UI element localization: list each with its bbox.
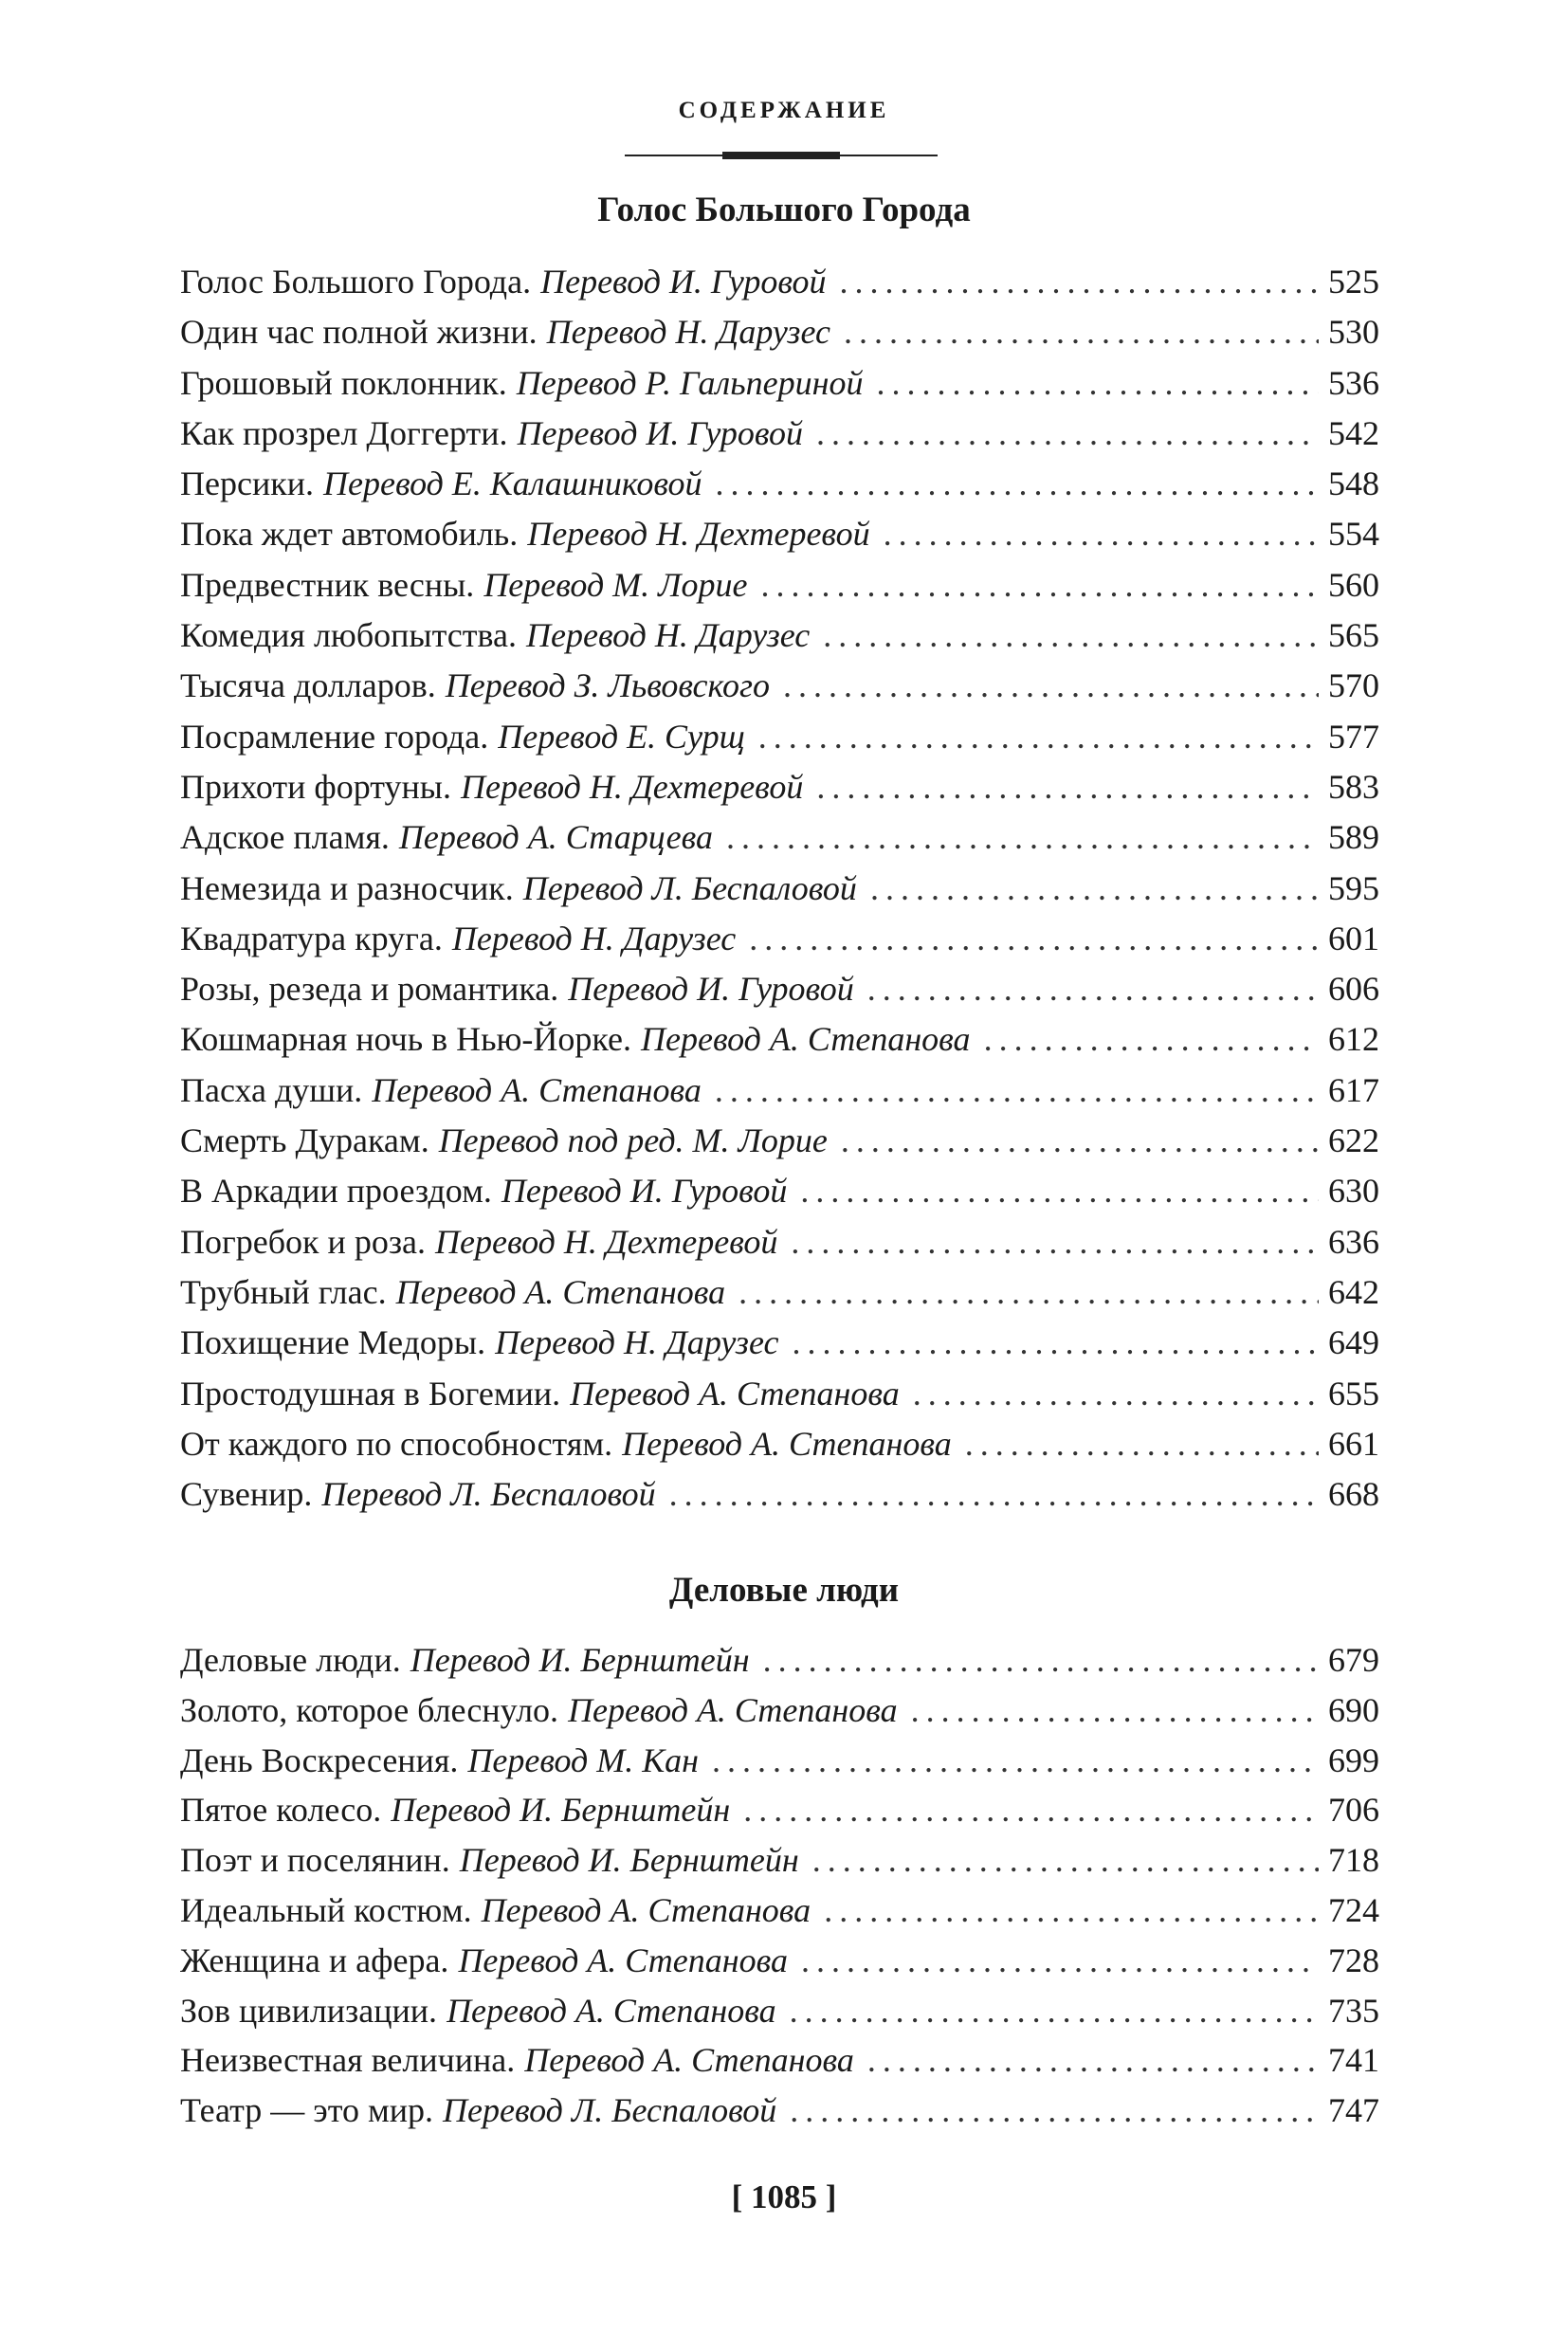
toc-entry-translator: Перевод И. Бернштейн (459, 1841, 799, 1880)
toc-entry-translator: Перевод Н. Дехтеревой (460, 767, 804, 806)
toc-entry (180, 1374, 1379, 1424)
toc-entry-title: Идеальный костюм. (180, 1890, 472, 1929)
toc-entry-title: Смерть Дуракам. (180, 1121, 429, 1160)
page-number: [ 1085 ] (731, 2178, 837, 2215)
toc-entry-page: 525 (1328, 263, 1379, 301)
toc-entry-title: День Воскресения. (180, 1740, 459, 1779)
toc-entry-title: Розы, резеда и романтика. (180, 970, 559, 1009)
toc-entry-title: Прихоти фортуны. (180, 767, 451, 806)
toc-entry-translator: Перевод А. Степанова (622, 1424, 952, 1463)
toc-entry-page: 679 (1328, 1641, 1379, 1679)
toc-entry-page: 718 (1328, 1841, 1379, 1880)
toc-entry-translator: Перевод А. Степанова (395, 1272, 726, 1311)
toc-entry-page: 530 (1328, 313, 1379, 352)
toc-entry-title: Персики. (180, 465, 314, 503)
toc-leader-dots (790, 2090, 1319, 2130)
toc-entry-title: Пятое колесо. (180, 1791, 382, 1830)
toc-entry (180, 1171, 1379, 1221)
toc-leader-dots (715, 1070, 1319, 1110)
toc-leader-dots (965, 1424, 1319, 1464)
toc-leader-dots (792, 1322, 1319, 1362)
toc-entry-title: Похищение Медоры. (180, 1323, 486, 1362)
toc-leader-dots (801, 1941, 1319, 1980)
toc-entry-translator: Перевод А. Степанова (481, 1890, 811, 1929)
toc-entry-page: 706 (1328, 1791, 1379, 1830)
toc-entry-translator: Перевод Н. Дехтеревой (435, 1222, 778, 1261)
toc-entry-page: 735 (1328, 1991, 1379, 2030)
toc-entry (180, 919, 1379, 969)
toc-entry (180, 1690, 1379, 1740)
toc-leader-dots (712, 1740, 1319, 1780)
toc-entry-page: 560 (1328, 565, 1379, 604)
toc-entry-translator: Перевод Л. Беспаловой (522, 868, 857, 907)
toc-leader-dots (790, 1991, 1319, 2031)
toc-entry (180, 1019, 1379, 1069)
toc-entry-page: 589 (1328, 818, 1379, 857)
toc-leader-dots (669, 1474, 1319, 1514)
toc-entry-translator: Перевод А. Степанова (524, 2041, 854, 2080)
toc-entry-translator: Перевод Е. Сурщ (498, 717, 745, 756)
toc-entry (180, 1790, 1379, 1840)
toc-entry (180, 1640, 1379, 1690)
toc-entry-title: Сувенир. (180, 1475, 313, 1514)
toc-entry-page: 642 (1328, 1272, 1379, 1311)
toc-entry-translator: Перевод И. Гуровой (501, 1172, 788, 1211)
toc-leader-dots (876, 363, 1319, 403)
toc-entry-title: Зов цивилизации. (180, 1991, 438, 2030)
toc-entry (180, 1424, 1379, 1474)
toc-entry-translator: Перевод Н. Дарузес (546, 313, 830, 352)
toc-leader-dots (867, 969, 1319, 1009)
toc-entry (180, 868, 1379, 919)
running-head: СОДЕРЖАНИЕ (678, 98, 890, 123)
toc-entry-translator: Перевод Н. Дарузес (495, 1323, 779, 1362)
toc-entry-title: Погребок и роза. (180, 1222, 427, 1261)
toc-entry-title: Голос Большого Города. (180, 263, 532, 301)
toc-entry-page: 565 (1328, 616, 1379, 655)
toc-entry (180, 2040, 1379, 2090)
toc-entry-page: 630 (1328, 1172, 1379, 1211)
toc-leader-dots (812, 1840, 1319, 1880)
toc-entry-title: Комедия любопытства. (180, 616, 517, 655)
toc-entry-title: Кошмарная ночь в Нью-Йорке. (180, 1020, 631, 1059)
toc-entry (180, 969, 1379, 1019)
section-title: Голос Большого Города (597, 191, 971, 229)
toc-entry-translator: Перевод И. Гуровой (540, 263, 827, 301)
toc-entry-page: 548 (1328, 465, 1379, 503)
toc-entry (180, 1272, 1379, 1322)
toc-entry-page: 622 (1328, 1121, 1379, 1160)
toc-leader-dots (763, 1640, 1319, 1680)
toc-list (180, 262, 1379, 1524)
toc-entry-translator: Перевод З. Львовского (445, 666, 770, 705)
toc-entry-translator: Перевод А. Степанова (372, 1070, 702, 1109)
toc-entry (180, 767, 1379, 817)
toc-entry (180, 817, 1379, 867)
toc-entry (180, 1740, 1379, 1791)
toc-entry (180, 615, 1379, 665)
running-head-rule-accent (722, 152, 840, 159)
toc-entry-title: Поэт и поселянин. (180, 1841, 450, 1880)
toc-entry-translator: Перевод Н. Дарузес (525, 616, 811, 655)
toc-entry-translator: Перевод Н. Дарузес (451, 919, 737, 957)
toc-leader-dots (867, 2040, 1319, 2080)
toc-entry-translator: Перевод И. Гуровой (517, 413, 803, 452)
toc-entry-translator: Перевод Е. Калашниковой (322, 465, 702, 503)
toc-leader-dots (738, 1272, 1319, 1312)
toc-entry-title: Посрамление города. (180, 717, 489, 756)
toc-entry (180, 1222, 1379, 1272)
toc-entry (180, 1121, 1379, 1171)
toc-entry-title: Как прозрел Доггерти. (180, 413, 508, 452)
toc-entry-title: Один час полной жизни. (180, 313, 538, 352)
toc-entry (180, 464, 1379, 514)
toc-entry-translator: Перевод А. Степанова (568, 1690, 898, 1729)
toc-entry-translator: Перевод А. Степанова (570, 1374, 900, 1412)
toc-entry-title: Золото, которое блеснуло. (180, 1690, 559, 1729)
toc-entry (180, 565, 1379, 615)
toc-leader-dots (823, 615, 1319, 655)
toc-leader-dots (758, 717, 1319, 756)
toc-entry-page: 542 (1328, 413, 1379, 452)
toc-entry (180, 413, 1379, 464)
toc-entry-page: 595 (1328, 868, 1379, 907)
toc-entry-translator: Перевод А. Степанова (640, 1020, 971, 1059)
toc-leader-dots (716, 464, 1319, 503)
toc-leader-dots (840, 262, 1319, 301)
toc-entry-page: 583 (1328, 767, 1379, 806)
toc-entry-title: От каждого по способностям. (180, 1424, 613, 1463)
toc-leader-dots (816, 413, 1319, 453)
toc-entry-page: 690 (1328, 1690, 1379, 1729)
toc-entry (180, 1991, 1379, 2041)
toc-entry-page: 606 (1328, 970, 1379, 1009)
toc-entry-title: Пока ждет автомобиль. (180, 515, 519, 554)
toc-entry-page: 661 (1328, 1424, 1379, 1463)
toc-leader-dots (911, 1690, 1319, 1730)
toc-entry-page: 728 (1328, 1941, 1379, 1979)
toc-entry-page: 612 (1328, 1020, 1379, 1059)
toc-entry-title: В Аркадии проездом. (180, 1172, 492, 1211)
toc-entry-page: 741 (1328, 2041, 1379, 2080)
toc-entry-page: 577 (1328, 717, 1379, 756)
toc-entry-page: 699 (1328, 1740, 1379, 1779)
toc-leader-dots (749, 919, 1319, 958)
toc-entry (180, 1941, 1379, 1991)
toc-leader-dots (913, 1374, 1319, 1413)
toc-entry (180, 1840, 1379, 1890)
toc-entry (180, 665, 1379, 716)
toc-entry-title: Трубный глас. (180, 1272, 387, 1311)
toc-leader-dots (816, 767, 1319, 807)
toc-entry-page: 747 (1328, 2091, 1379, 2130)
toc-entry (180, 1890, 1379, 1941)
toc-leader-dots (761, 565, 1319, 605)
toc-entry (180, 262, 1379, 312)
toc-entry (180, 2090, 1379, 2141)
toc-entry-translator: Перевод И. Бернштейн (391, 1791, 731, 1830)
toc-entry-title: Предвестник весны. (180, 565, 475, 604)
toc-entry-page: 649 (1328, 1323, 1379, 1362)
toc-entry-translator: Перевод Л. Беспаловой (443, 2091, 777, 2130)
toc-entry-title: Деловые люди. (180, 1641, 401, 1679)
toc-leader-dots (824, 1890, 1319, 1930)
toc-leader-dots (844, 312, 1319, 352)
toc-entry (180, 1070, 1379, 1121)
toc-entry-translator: Перевод И. Гуровой (568, 970, 854, 1009)
toc-entry-page: 536 (1328, 363, 1379, 402)
toc-entry-title: Женщина и афера. (180, 1941, 449, 1979)
toc-entry-translator: Перевод Л. Беспаловой (321, 1475, 656, 1514)
toc-entry-page: 601 (1328, 919, 1379, 957)
toc-entry-translator: Перевод А. Степанова (458, 1941, 789, 1979)
toc-entry-title: Пасха души. (180, 1070, 363, 1109)
toc-entry-title: Тысяча долларов. (180, 666, 436, 705)
toc-entry-translator: Перевод Р. Гальпериной (516, 363, 864, 402)
toc-entry-translator: Перевод А. Степанова (447, 1991, 776, 2030)
toc-entry-title: Простодушная в Богемии. (180, 1374, 561, 1412)
toc-entry-title: Неизвестная величина. (180, 2041, 516, 2080)
toc-entry-title: Немезида и разносчик. (180, 868, 514, 907)
toc-entry-translator: Перевод М. Лорие (483, 565, 748, 604)
toc-entry (180, 1474, 1379, 1524)
toc-leader-dots (800, 1171, 1319, 1211)
toc-entry-page: 617 (1328, 1070, 1379, 1109)
toc-entry (180, 312, 1379, 362)
toc-leader-dots (743, 1790, 1319, 1830)
toc-entry-translator: Перевод Н. Дехтеревой (527, 515, 870, 554)
toc-list (180, 1640, 1379, 2141)
toc-leader-dots (984, 1019, 1319, 1059)
toc-leader-dots (841, 1121, 1319, 1160)
toc-entry (180, 717, 1379, 767)
toc-entry (180, 514, 1379, 564)
toc-leader-dots (870, 868, 1319, 908)
toc-entry-title: Театр — это мир. (180, 2091, 434, 2130)
toc-leader-dots (884, 514, 1319, 554)
toc-entry-translator: Перевод А. Старцева (398, 818, 713, 857)
toc-leader-dots (791, 1222, 1319, 1262)
toc-entry-translator: Перевод М. Кан (467, 1740, 700, 1779)
toc-entry-translator: Перевод И. Бернштейн (410, 1641, 750, 1679)
toc-entry-page: 655 (1328, 1374, 1379, 1412)
toc-entry-page: 724 (1328, 1890, 1379, 1929)
toc-entry-page: 636 (1328, 1222, 1379, 1261)
section-title: Деловые люди (668, 1571, 900, 1610)
toc-entry-page: 554 (1328, 515, 1379, 554)
toc-entry-page: 570 (1328, 666, 1379, 705)
toc-entry-title: Грошовый поклонник. (180, 363, 507, 402)
toc-entry (180, 363, 1379, 413)
toc-entry-title: Адское пламя. (180, 818, 390, 857)
toc-leader-dots (726, 817, 1319, 857)
toc-entry-translator: Перевод под ред. М. Лорие (438, 1121, 828, 1160)
toc-entry-title: Квадратура круга. (180, 919, 443, 957)
toc-entry-page: 668 (1328, 1475, 1379, 1514)
toc-entry (180, 1322, 1379, 1373)
toc-leader-dots (783, 665, 1319, 705)
